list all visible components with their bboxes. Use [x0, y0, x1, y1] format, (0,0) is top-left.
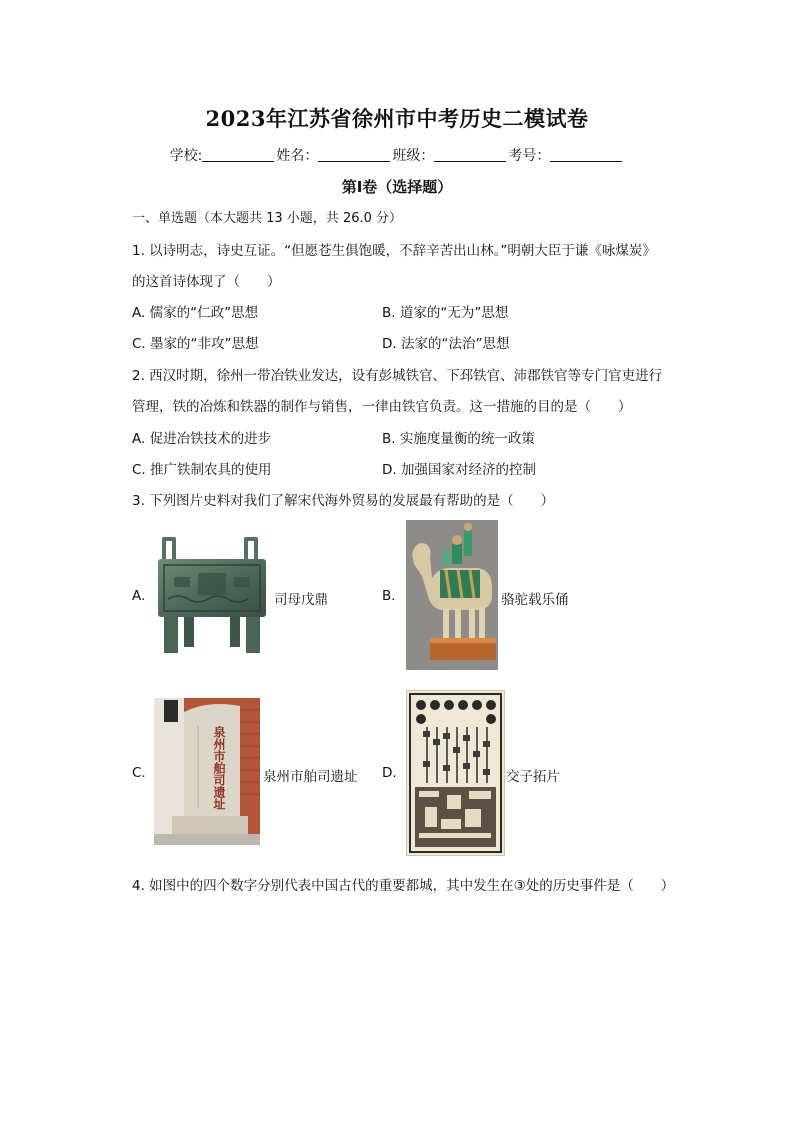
class-label: 班级：	[392, 148, 435, 164]
q3-option-c-caption: 泉州市舶司遗址	[263, 769, 358, 785]
student-info-line	[0, 145, 794, 165]
q1-option-c[interactable]: C. 墨家的“非攻”思想	[132, 336, 259, 352]
ding-vessel-image	[154, 533, 270, 657]
school-label: 学校:	[169, 148, 203, 164]
q4-stem: 4. 如图中的四个数字分别代表中国古代的重要都城，其中发生在③处的历史事件是（ ）	[132, 878, 675, 894]
q3-option-c-label[interactable]: C.	[132, 765, 146, 781]
exam-title: 2023年江苏省徐州市中考历史二模试卷	[205, 106, 589, 131]
name-blank[interactable]	[318, 147, 390, 162]
q2-option-a[interactable]: A. 促进冶铁技术的进步	[132, 431, 272, 447]
q2-option-d[interactable]: D. 加强国家对经济的控制	[382, 462, 536, 478]
q1-stem-line1: 1. 以诗明志，诗史互证。“但愿苍生俱饱暖，不辞辛苦出山林。”明朝大臣于谦《咏煤炭》	[132, 243, 656, 259]
q1-option-d[interactable]: D. 法家的“法治”思想	[382, 336, 510, 352]
q1-option-a[interactable]: A. 儒家的“仁政”思想	[132, 305, 259, 321]
q3-option-a-caption: 司母戊鼎	[274, 592, 328, 608]
q3-option-a-label[interactable]: A.	[132, 588, 146, 604]
q3-option-d-caption: 交子拓片	[506, 769, 560, 785]
q2-stem-line2: 管理，铁的冶炼和铁器的制作与销售，一律由铁官负责。这一措施的目的是（ ）	[132, 399, 632, 415]
section-heading: 一、单选题（本大题共 13 小题，共 26.0 分）	[132, 211, 403, 226]
school-blank[interactable]	[202, 147, 274, 162]
q2-option-c[interactable]: C. 推广铁制农具的使用	[132, 462, 272, 478]
jiaozi-rubbing-image	[406, 690, 505, 856]
number-label: 考号：	[508, 148, 551, 164]
name-label: 姓名：	[276, 148, 319, 164]
volume-heading: 第I卷（选择题）	[341, 178, 453, 196]
stele-image	[154, 698, 260, 845]
q2-stem-line1: 2. 西汉时期，徐州一带冶铁业发达，设有彭城铁官、下邳铁官、沛郡铁官等专门官吏进行	[132, 368, 663, 384]
q1-option-b[interactable]: B. 道家的“无为”思想	[382, 305, 509, 321]
camel-figurine-image	[406, 520, 498, 670]
q3-option-d-label[interactable]: D.	[382, 765, 397, 781]
q3-option-b-label[interactable]: B.	[382, 588, 396, 604]
number-blank[interactable]	[550, 147, 622, 162]
q3-stem: 3. 下列图片史料对我们了解宋代海外贸易的发展最有帮助的是（ ）	[132, 493, 555, 509]
q2-option-b[interactable]: B. 实施度量衡的统一政策	[382, 431, 535, 447]
class-blank[interactable]	[434, 147, 506, 162]
stele-inscription: 泉州市舶司遗址	[212, 726, 226, 810]
q1-stem-line2: 的这首诗体现了（ ）	[132, 274, 281, 290]
q3-option-b-caption: 骆驼载乐俑	[501, 592, 569, 608]
